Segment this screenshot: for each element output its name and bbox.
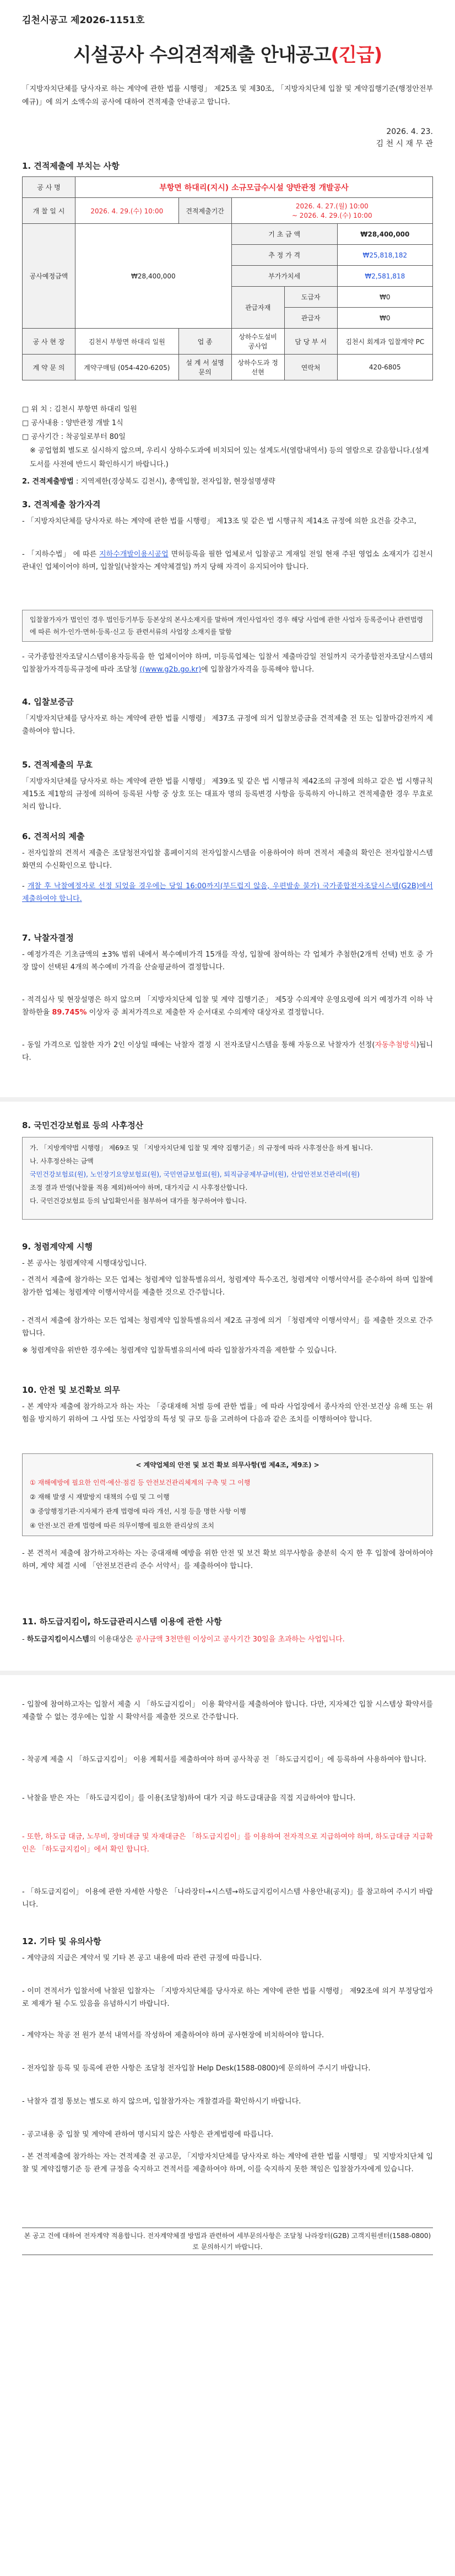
section-text: - 「지하수법」 에 따른 지하수개발이용시공업 면허등록을 필한 업체로서 입찰공고 게재일 전일 현재 주된 영업소 소재지가 김천시 관내인 업체이어야 하며, 입찰일(낙찰자는 계약체결일) 까지 당해 자격이 유지되어야 합니다. (22, 550, 433, 571)
note-content: □ 공사내용 : 양반관정 개발 1식 (22, 419, 123, 427)
table-header: 관급자재 (231, 287, 284, 329)
table-header: 부가가치세 (231, 266, 337, 287)
section-text: - 낙찰을 받은 자는 「하도급지킴이」를 이용(조달청)하여 대가 지급 하도급대금을 직접 지급하여야 합니다. (22, 1794, 356, 1802)
contact-number: 420-6805 (337, 355, 432, 380)
section-heading: 5. 견적제출의 무효 (22, 760, 93, 770)
opening-time: 2026. 4. 29.(수) 10:00 (75, 198, 179, 224)
section-text: - 공고내용 중 입찰 및 계약에 관하여 명시되지 않은 사항은 관계법령에 따릅니다. (22, 2130, 274, 2139)
section-text: - 본 견적서 제출에 참가하고자하는 자는 중대재해 예방을 위한 안전 및 보건 확보 의무사항을 충분히 숙지 한 후 입찰에 참여하여야 하며, 계약 체결 시에 「안전보건관리 준수 서약서」를 제출하여야 합니다. (22, 1549, 433, 1570)
section-text: - 또한, 하도급 대금, 노무비, 장비대금 및 자재대금은 「하도급지킴이」를 이용하여 전자적으로 지급하여야 하며, 하도급대금 지급확인은 「하도급지킴이」에서 확인 합니다. (22, 1833, 433, 1854)
intro-text: 「지방자치단체를 당사자로 하는 계약에 관한 법률 시행령」 제25조 및 제30조, 「지방자치단체 입찰 및 계약집행기준(행정안전부예규)」에 의거 소액수의 공사에 대하여 견적제출 안내공고 합니다. (22, 85, 433, 106)
section-text: - 착공계 제출 시 「하도급지킴이」 이용 계획서를 제출하여야 하며 공사착공 전 「하도급지킴이」에 등록하여 사용하여야 합니다. (22, 1756, 427, 1764)
section-text: - 예정가격은 기초금액의 ±3% 범위 내에서 복수예비가격 15개를 작성, 입찰에 참여하는 각 업체가 추첨한(2개씩 선택) 번호 중 가장 많이 선택된 4개의 복수예비 가격을 산술평균하여 결정합니다. (22, 951, 433, 972)
table-header: 설 계 서 설명문의 (178, 355, 231, 380)
section-heading: 3. 견적제출 참가자격 (22, 500, 101, 509)
design-inquiry: 상하수도과 정선현 (231, 355, 284, 380)
table-row (23, 329, 433, 355)
table-row (23, 198, 433, 224)
section-heading: 11. 하도급지킴이, 하도급관리시스템 이용에 관한 사항 (22, 1617, 222, 1627)
section-text: - 동일 가격으로 입찰한 자가 2인 이상일 때에는 낙찰자 결정 시 전자조달시스템을 통해 자동으로 낙찰자가 선정(자동추첨방식)됩니다. (22, 1041, 433, 1062)
doc-number: 김천시공고 제2026-1151호 (22, 15, 145, 26)
section-text: 「지방자치단체를 당사자로 하는 계약에 관한 법률 시행령」 제37조 규정에 의거 입찰보증금을 견적제출 전 또는 입찰마감전까지 제출하여야 합니다. (22, 715, 433, 736)
issue-date: 2026. 4. 23. (386, 127, 433, 136)
title-main: 시설공사 수의견적제출 안내공고 (73, 44, 331, 66)
table-header: 기 초 금 액 (231, 224, 337, 245)
section-text: ※ 청렴계약을 위반한 경우에는 청렴계약 입찰특별유의서에 따라 입찰참가자격을 제한할 수 있습니다. (22, 1346, 337, 1355)
base-amount: ₩28,400,000 (337, 224, 432, 245)
project-name: 부항면 하대리(지시) 소규모급수시설 양반관정 개발공사 (75, 177, 433, 198)
note-box-text: 입찰참가자가 법인인 경우 법인등기부등 등본상의 본사소재지를 말하며 개인사업자인 경우 해당 사업에 관한 사업자 등록증이나 관련법령에 따른 허가·인가·면허·등록·신고 등 관련서류의 사업장 소재지를 말함 (30, 616, 424, 636)
section-text: - 전자입찰 등록 및 등록에 관한 사항은 조달청 전자입찰 Help Desk(1588-0800)에 문의하여 주시기 바랍니다. (22, 2064, 371, 2073)
section-text: - 전자입찰의 견적서 제출은 조달청전자입찰 홈페이지의 전자입찰시스템을 이용하여야 하며 견적서 제출의 확인은 전자입찰시스템 화면의 수신확인으로 합니다. (22, 849, 433, 870)
note-remark: ※ 공업협회 별도로 실시하지 않으며, 우리시 상하수도과에 비치되어 있는 설계도서(열람내역서) 등의 열람으로 갈음합니다.(설계도서를 사전에 반드시 확인하시기 바랍니다.) (30, 447, 429, 469)
submission-period: 2026. 4. 27.(월) 10:00 ~ 2026. 4. 29.(수) 10:00 (231, 198, 432, 224)
table-row (23, 177, 433, 198)
section-heading: 12. 기타 및 유의사항 (22, 1936, 101, 1946)
section-text: - 견적서 제출에 참가하는 모든 업체는 청렴계약 입찰특별유의서, 청렴계약 특수조건, 청렴계약 이행서약서를 준수하여 하며 입찰에 참가한 업체는 청렴계약 이행서약서를 제출한 것으로 간주합니다. (22, 1276, 433, 1297)
auto-draw: 자동추첨방식 (375, 1041, 416, 1049)
table-header: 공사예정금액 (23, 224, 75, 329)
table-header: 연락처 (284, 355, 337, 380)
section-text: - 적격심사 및 현장설명은 하지 않으며 「지방자치단체 입찰 및 계약 집행기준」 제5장 수의계약 운영요령에 의거 예정가격 이하 낙찰하한율 89.745% 이상자 중 최저가격으로 제출한 자 순서대로 수의계약 대상자로 결정합니다. (22, 996, 433, 1017)
note-location: □ 위 치 : 김천시 부항면 하대리 일원 (22, 405, 137, 414)
section-text: 「지방자치단체를 당사자로 하는 계약에 관한 법률 시행령」 제39조 및 같은 법 시행규칙 제42조의 규정에 의하고 같은 법 시행규칙 제15조 제1항의 규정에 의하여 등록된 사항 중 상호 또는 대표자 명의 등록변경 사항을 등록하지 아니하고 견적제출한 경우 무효로 처리 합니다. (22, 777, 433, 811)
table-header: 담 당 부 서 (284, 329, 337, 355)
issuer: 김 천 시 재 무 관 (376, 139, 433, 148)
section-text: - 계약금의 지급은 계약서 및 기타 본 공고 내용에 따라 관련 규정에 따릅니다. (22, 1954, 262, 1962)
section-text: - 입찰에 참여하고자는 입찰서 제출 시 「하도급지킴이」 이용 확약서를 제출하여야 합니다. 다만, 지자체간 입찰 시스템상 확약서를 제출할 수 없는 경우에는 입찰 시 확약서를 제출한 것으로 간주합니다. (22, 1700, 433, 1721)
issue-info (376, 126, 433, 150)
section-text: : 지역제한(경상북도 김천시), 총액입찰, 전자입찰, 현장설명생략 (76, 477, 275, 486)
section-heading: 9. 청렴계약제 시행 (22, 1242, 93, 1252)
section-text: - 이미 견적서가 입찰서에 낙찰된 입찰자는 「지방자치단체를 당사자로 하는 계약에 관한 법률 시행령」 제92조에 의거 부정당업자로 제재가 될 수도 있음을 유념하시기 바랍니다. (22, 1987, 433, 2008)
table-header: 추 정 가 격 (231, 245, 337, 266)
table-header: 업 종 (178, 329, 231, 355)
section-heading: 1. 견적제출에 부치는 사항 (22, 161, 120, 171)
section-text: - 본 계약자 제출에 참가하고자 하는 자는 「중대재해 처벌 등에 관한 법률」에 따라 사업장에서 종사자의 안전·보건상 유해 또는 위험을 방지하기 위하여 그 사업 또는 사업장의 특성 및 규모 등을 고려하여 다음과 같은 조치를 이행하여야 합니다. (22, 1403, 433, 1424)
business-type: 상하수도설비공사업 (231, 329, 284, 355)
section-text: - 본 견적제출에 참가하는 자는 견적제출 전 공고문, 「지방자치단체를 당사자로 하는 계약에 관한 법률 시행령」 및 지방자치단체 입찰 및 계약집행기준 등 관계 규정을 숙지하고 견적서를 제출하여야 하며, 이를 숙지하지 못한 책임은 입찰참가자에게 있습니다. (22, 2153, 433, 2174)
section-2 (22, 475, 433, 488)
contractor-supply: ₩0 (337, 287, 432, 308)
divider (0, 1671, 455, 1675)
section-text: - 개찰 후 낙찰예정자로 선정 되었을 경우에는 당일 16:00까지(부드럽지 않음, 우편발송 불가) 국가종합전자조달시스템(G2B)에서 제출하여야 합니다. (22, 882, 433, 903)
table-header: 견적제출기간 (178, 198, 231, 224)
section-text: - 본 공사는 청렴계약제 시행대상입니다. (22, 1259, 147, 1268)
urgent-flag: (긴급) (331, 44, 382, 66)
section-heading: 7. 낙찰자결정 (22, 933, 74, 943)
vat-amount: ₩2,581,818 (337, 266, 432, 287)
department: 김천시 회계과 입찰계약 PC (337, 329, 432, 355)
section-heading: 10. 안전 및 보건확보 의무 (22, 1385, 120, 1395)
section-text: - 견적서 제출에 참가하는 모든 업체는 청렴계약 입찰특별유의서 제2조 규정에 의거 「청렴계약 이행서약서」를 제출한 것으로 간주합니다. (22, 1317, 433, 1338)
overview-table (22, 176, 433, 380)
license-link[interactable]: 지하수개발이용시공업 (99, 550, 169, 559)
table-row (23, 355, 433, 380)
budget-amount: ₩28,400,000 (75, 224, 232, 329)
submission-notice: 개찰 후 낙찰예정자로 선정 되었을 경우에는 당일 16:00까지(부드럽지 않음, 우편발송 불가) 국가종합전자조달시스템(G2B)에서 제출하여야 합니다. (22, 882, 433, 903)
settlement-box-text: 가. 「지방계약법 시행령」 제69조 및 「지방자치단체 입찰 및 계약 집행기준」의 규정에 따라 사후정산을 하게 됩니다. 나. 사후정산하는 금액 국민건강보험료(원), 노인장기요양보험료(원), 국민연금보험료(원), 퇴직금공제부금비(원), 산업안전보건관리비(원) 조정 결과 반영(낙찰률 적용 제외)하여야 하며, 대가지급 시 사후정산합니다. 다. 국민건강보험료 등의 납입확인서를 첨부하여 대가를 청구하여야 합니다. (30, 1144, 373, 1205)
table-header: 관급자 (284, 308, 337, 329)
safety-box-text: < 계약업체의 안전 및 보건 확보 의무사항(법 제4조, 제9조) > ① 재해예방에 필요한 인력·예산·점검 등 안전보건관리체계의 구축 및 그 이행 ② 재해 발생 시 재발방지 대책의 수립 및 그 이행 ③ 중앙행정기관·지자체가 관계 법령에 따라 개선, 시정 등을 명한 사항 이행 ④ 안전·보건 관계 법령에 따른 의무이행에 필요한 관리상의 조치 (30, 1461, 319, 1530)
table-header: 개 찰 일 시 (23, 198, 75, 224)
footer-notice: 본 공고 건에 대하여 전자계약 적용합니다. 전자계약체결 방법과 관련하여 세부문의사항은 조달청 나라장터(G2B) 고객지원센터(1588-0800)로 문의하시기 바랍니다. (22, 2228, 433, 2255)
section-text: - 하도급지킴이시스템의 이용대상은 공사금액 3천만원 이상이고 공사기간 30일을 초과하는 사업입니다. (22, 1635, 345, 1644)
section-text: - 「하도급지킴이」 이용에 관한 자세한 사항은 「나라장터→시스템→하도급지킴이시스템 사용안내(공지)」를 참고하여 주시기 바랍니다. (22, 1888, 433, 1909)
table-header: 도급자 (284, 287, 337, 308)
table-header: 계 약 문 의 (23, 355, 75, 380)
section-text: - 국가종합전자조달시스템이용자등록을 한 업체이어야 하며, 미등록업체는 입찰서 제출마감일 전일까지 국가종합전자조달시스템의 입찰참가자격등록규정에 따라 조달청 ((www.g2b.go.kr)에 입찰참가자격을 등록해야 합니다. (22, 653, 433, 674)
section-text: - 계약자는 착공 전 원가 분석 내역서를 작성하여 제출하여야 하며 공사현장에 비치하여야 합니다. (22, 2031, 324, 2040)
g2b-link[interactable]: ((www.g2b.go.kr) (139, 666, 202, 674)
table-header: 공 사 현 장 (23, 329, 75, 355)
section-heading: 4. 입찰보증금 (22, 697, 74, 707)
project-notes (22, 402, 433, 471)
page-title (0, 40, 455, 67)
table-header: 공 사 명 (23, 177, 75, 198)
rate-value: 89.745% (52, 1008, 87, 1017)
estimated-price: ₩25,818,182 (337, 245, 432, 266)
note-period: □ 공사기간 : 착공일로부터 80일 (22, 433, 126, 441)
section-text: - 「지방자치단체를 당사자로 하는 계약에 관한 법률 시행령」 제13조 및 같은 법 시행규칙 제14조 규정에 의한 요건을 갖추고, (22, 517, 416, 525)
divider (0, 1097, 455, 1102)
section-text: - 낙찰자 결정 통보는 별도로 하지 않으며, 입찰참가자는 개찰결과를 확인하시기 바랍니다. (22, 2097, 301, 2106)
section-heading: 8. 국민건강보험료 등의 사후정산 (22, 1120, 144, 1130)
gov-supply: ₩0 (337, 308, 432, 329)
site-location: 김천시 부항면 하대리 일원 (75, 329, 179, 355)
section-heading: 2. 견적제출방법 (22, 477, 74, 486)
table-row (23, 224, 433, 245)
contract-inquiry: 계약구매팀 (054-420-6205) (75, 355, 179, 380)
section-heading: 6. 견적서의 제출 (22, 831, 85, 841)
